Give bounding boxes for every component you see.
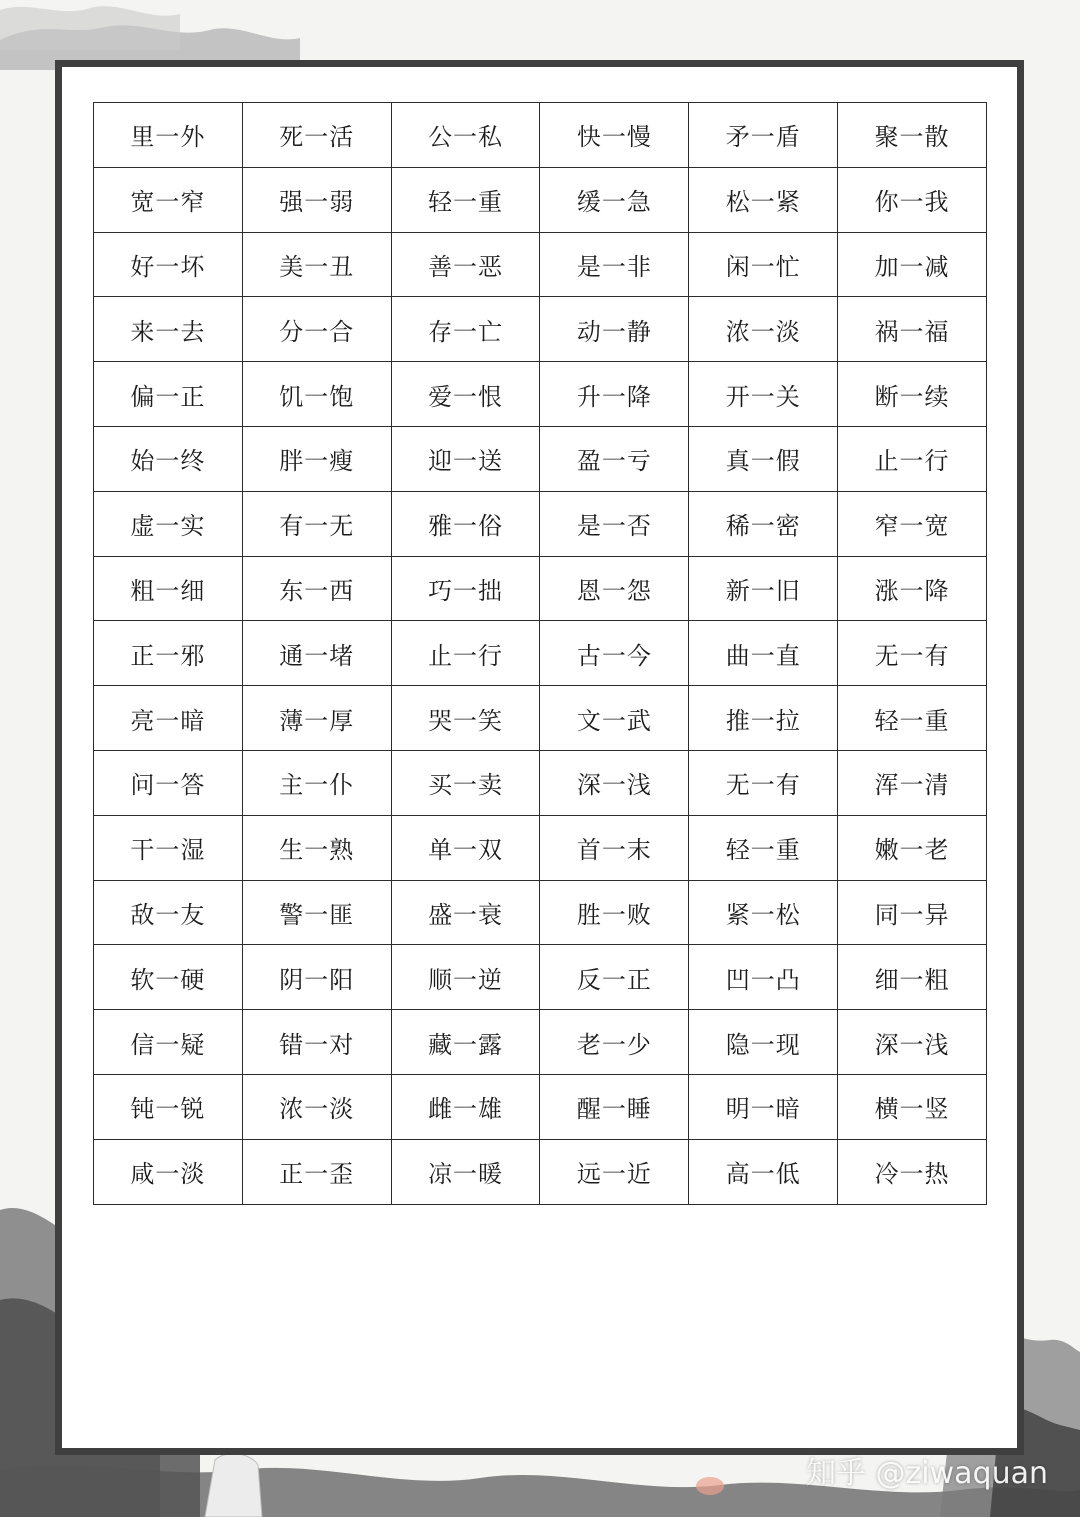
watermark-text: 知乎 @ziwaquan xyxy=(806,1456,1048,1491)
table-row xyxy=(94,232,987,297)
antonym-pair-cell: 藏一露 xyxy=(391,1010,540,1075)
antonym-pair-cell: 浑一清 xyxy=(838,750,987,815)
antonym-pair-cell: 存一亡 xyxy=(391,297,540,362)
antonym-pair-cell: 亮一暗 xyxy=(94,686,243,751)
antonym-pair-cell: 盈一亏 xyxy=(540,426,689,491)
table-row xyxy=(94,103,987,168)
antonym-pair-cell: 明一暗 xyxy=(689,1074,838,1139)
antonym-pair-cell: 咸一淡 xyxy=(94,1139,243,1204)
table-row xyxy=(94,880,987,945)
table-row xyxy=(94,491,987,556)
table-row xyxy=(94,750,987,815)
table-row xyxy=(94,621,987,686)
antonym-pair-cell: 远一近 xyxy=(540,1139,689,1204)
antonym-pair-cell: 加一减 xyxy=(838,232,987,297)
antonym-pair-cell: 凹一凸 xyxy=(689,945,838,1010)
antonym-pair-cell: 断一续 xyxy=(838,362,987,427)
antonym-pair-cell: 主一仆 xyxy=(242,750,391,815)
antonym-pair-cell: 巧一拙 xyxy=(391,556,540,621)
antonym-pair-cell: 偏一正 xyxy=(94,362,243,427)
antonym-pair-cell: 细一粗 xyxy=(838,945,987,1010)
antonym-pair-cell: 醒一睡 xyxy=(540,1074,689,1139)
antonym-pair-cell: 来一去 xyxy=(94,297,243,362)
antonym-pair-cell: 正一歪 xyxy=(242,1139,391,1204)
antonym-pair-cell: 始一终 xyxy=(94,426,243,491)
antonym-pair-cell: 薄一厚 xyxy=(242,686,391,751)
antonym-pair-cell: 警一匪 xyxy=(242,880,391,945)
table-row xyxy=(94,556,987,621)
antonym-pair-cell: 生一熟 xyxy=(242,815,391,880)
antonym-pair-cell: 止一行 xyxy=(391,621,540,686)
antonym-pair-cell: 浓一淡 xyxy=(689,297,838,362)
antonym-pair-cell: 敌一友 xyxy=(94,880,243,945)
antonym-pair-cell: 凉一暖 xyxy=(391,1139,540,1204)
antonym-pair-cell: 雌一雄 xyxy=(391,1074,540,1139)
antonym-pair-cell: 爱一恨 xyxy=(391,362,540,427)
table-row xyxy=(94,815,987,880)
antonym-pair-cell: 盛一衰 xyxy=(391,880,540,945)
antonym-pair-cell: 嫩一老 xyxy=(838,815,987,880)
antonym-pair-cell: 古一今 xyxy=(540,621,689,686)
antonym-table xyxy=(93,102,987,1205)
antonym-pair-cell: 买一卖 xyxy=(391,750,540,815)
antonym-pair-cell: 胖一瘦 xyxy=(242,426,391,491)
antonym-pair-cell: 美一丑 xyxy=(242,232,391,297)
antonym-pair-cell: 快一慢 xyxy=(540,103,689,168)
antonym-pair-cell: 曲一直 xyxy=(689,621,838,686)
antonym-table-container xyxy=(93,102,987,1205)
antonym-pair-cell: 新一旧 xyxy=(689,556,838,621)
table-row xyxy=(94,945,987,1010)
antonym-pair-cell: 紧一松 xyxy=(689,880,838,945)
antonym-pair-cell: 横一竖 xyxy=(838,1074,987,1139)
antonym-pair-cell: 钝一锐 xyxy=(94,1074,243,1139)
antonym-pair-cell: 闲一忙 xyxy=(689,232,838,297)
antonym-pair-cell: 是一否 xyxy=(540,491,689,556)
table-row xyxy=(94,1139,987,1204)
antonym-pair-cell: 轻一重 xyxy=(689,815,838,880)
antonym-pair-cell: 无一有 xyxy=(838,621,987,686)
antonym-pair-cell: 冷一热 xyxy=(838,1139,987,1204)
antonym-pair-cell: 浓一淡 xyxy=(242,1074,391,1139)
antonym-pair-cell: 涨一降 xyxy=(838,556,987,621)
antonym-pair-cell: 善一恶 xyxy=(391,232,540,297)
antonym-pair-cell: 分一合 xyxy=(242,297,391,362)
antonym-pair-cell: 虚一实 xyxy=(94,491,243,556)
antonym-pair-cell: 反一正 xyxy=(540,945,689,1010)
antonym-pair-cell: 里一外 xyxy=(94,103,243,168)
antonym-table-body xyxy=(94,103,987,1205)
antonym-pair-cell: 窄一宽 xyxy=(838,491,987,556)
antonym-pair-cell: 宽一窄 xyxy=(94,167,243,232)
antonym-pair-cell: 问一答 xyxy=(94,750,243,815)
table-row xyxy=(94,1074,987,1139)
antonym-pair-cell: 升一降 xyxy=(540,362,689,427)
antonym-pair-cell: 止一行 xyxy=(838,426,987,491)
antonym-pair-cell: 恩一怨 xyxy=(540,556,689,621)
antonym-pair-cell: 老一少 xyxy=(540,1010,689,1075)
antonym-pair-cell: 缓一急 xyxy=(540,167,689,232)
table-row xyxy=(94,167,987,232)
antonym-pair-cell: 正一邪 xyxy=(94,621,243,686)
antonym-pair-cell: 你一我 xyxy=(838,167,987,232)
antonym-pair-cell: 松一紧 xyxy=(689,167,838,232)
antonym-pair-cell: 强一弱 xyxy=(242,167,391,232)
table-row xyxy=(94,426,987,491)
antonym-pair-cell: 信一疑 xyxy=(94,1010,243,1075)
antonym-pair-cell: 动一静 xyxy=(540,297,689,362)
antonym-pair-cell: 祸一福 xyxy=(838,297,987,362)
antonym-pair-cell: 隐一现 xyxy=(689,1010,838,1075)
antonym-pair-cell: 聚一散 xyxy=(838,103,987,168)
antonym-pair-cell: 饥一饱 xyxy=(242,362,391,427)
antonym-pair-cell: 开一关 xyxy=(689,362,838,427)
antonym-pair-cell: 哭一笑 xyxy=(391,686,540,751)
antonym-pair-cell: 死一活 xyxy=(242,103,391,168)
antonym-pair-cell: 深一浅 xyxy=(540,750,689,815)
table-row xyxy=(94,362,987,427)
antonym-pair-cell: 胜一败 xyxy=(540,880,689,945)
antonym-pair-cell: 真一假 xyxy=(689,426,838,491)
antonym-pair-cell: 东一西 xyxy=(242,556,391,621)
antonym-pair-cell: 推一拉 xyxy=(689,686,838,751)
antonym-pair-cell: 矛一盾 xyxy=(689,103,838,168)
antonym-pair-cell: 高一低 xyxy=(689,1139,838,1204)
antonym-pair-cell: 有一无 xyxy=(242,491,391,556)
antonym-pair-cell: 轻一重 xyxy=(838,686,987,751)
antonym-pair-cell: 阴一阳 xyxy=(242,945,391,1010)
table-row xyxy=(94,1010,987,1075)
antonym-pair-cell: 无一有 xyxy=(689,750,838,815)
antonym-pair-cell: 公一私 xyxy=(391,103,540,168)
antonym-pair-cell: 粗一细 xyxy=(94,556,243,621)
antonym-pair-cell: 顺一逆 xyxy=(391,945,540,1010)
antonym-pair-cell: 同一异 xyxy=(838,880,987,945)
antonym-pair-cell: 雅一俗 xyxy=(391,491,540,556)
antonym-pair-cell: 深一浅 xyxy=(838,1010,987,1075)
antonym-pair-cell: 错一对 xyxy=(242,1010,391,1075)
antonym-pair-cell: 迎一送 xyxy=(391,426,540,491)
antonym-pair-cell: 单一双 xyxy=(391,815,540,880)
antonym-pair-cell: 首一末 xyxy=(540,815,689,880)
antonym-pair-cell: 通一堵 xyxy=(242,621,391,686)
table-row xyxy=(94,686,987,751)
table-row xyxy=(94,297,987,362)
antonym-pair-cell: 文一武 xyxy=(540,686,689,751)
antonym-pair-cell: 轻一重 xyxy=(391,167,540,232)
antonym-pair-cell: 干一湿 xyxy=(94,815,243,880)
antonym-pair-cell: 软一硬 xyxy=(94,945,243,1010)
antonym-pair-cell: 稀一密 xyxy=(689,491,838,556)
antonym-pair-cell: 是一非 xyxy=(540,232,689,297)
antonym-pair-cell: 好一坏 xyxy=(94,232,243,297)
